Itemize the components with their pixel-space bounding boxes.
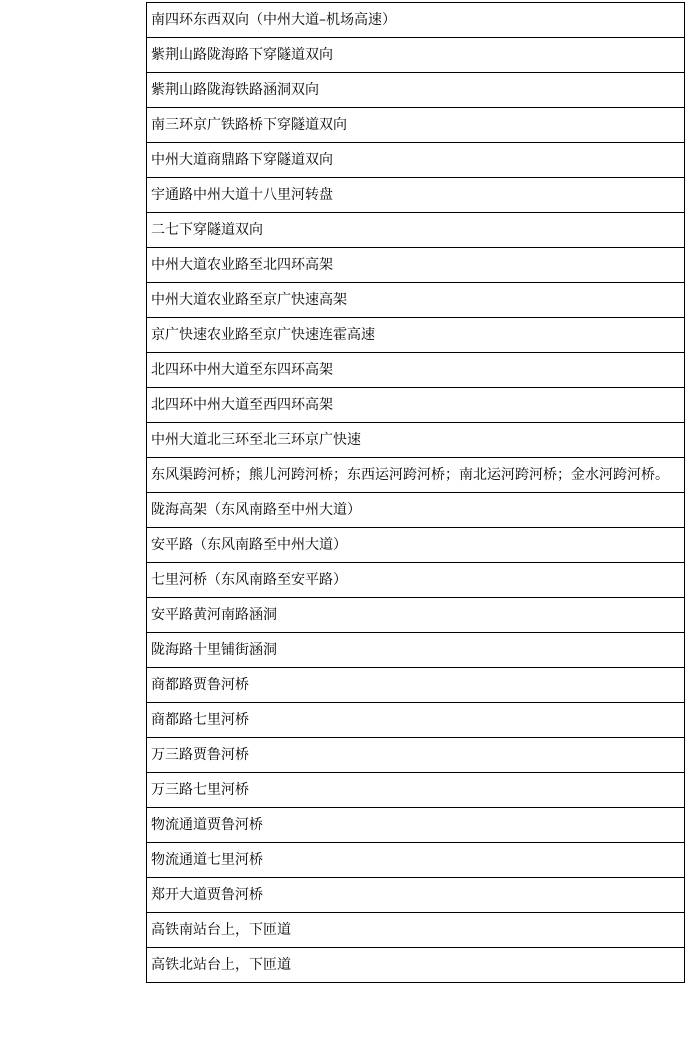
- table-row: [147, 248, 685, 283]
- table-cell: 南四环东西双向（中州大道–机场高速）: [147, 3, 685, 38]
- table-cell: 高铁南站台上，下匝道: [147, 913, 685, 948]
- table-cell: 中州大道农业路至京广快速高架: [147, 283, 685, 318]
- table-row: [147, 598, 685, 633]
- table-row: [147, 423, 685, 458]
- table-cell: 东风渠跨河桥；熊儿河跨河桥；东西运河跨河桥；南北运河跨河桥；金水河跨河桥。: [147, 458, 685, 493]
- table-row: [147, 563, 685, 598]
- table-cell: 陇海高架（东风南路至中州大道）: [147, 493, 685, 528]
- table-cell: 中州大道商鼎路下穿隧道双向: [147, 143, 685, 178]
- table-cell: 北四环中州大道至西四环高架: [147, 388, 685, 423]
- table-row: [147, 878, 685, 913]
- table-row: [147, 143, 685, 178]
- table-row: [147, 668, 685, 703]
- table-row: [147, 3, 685, 38]
- table-cell: 宇通路中州大道十八里河转盘: [147, 178, 685, 213]
- table-row: [147, 388, 685, 423]
- table-cell: 中州大道北三环至北三环京广快速: [147, 423, 685, 458]
- table-cell: 万三路七里河桥: [147, 773, 685, 808]
- table-row: [147, 178, 685, 213]
- table-row: [147, 773, 685, 808]
- table-row: [147, 353, 685, 388]
- table-cell: 二七下穿隧道双向: [147, 213, 685, 248]
- table-row: [147, 633, 685, 668]
- table-cell: 高铁北站台上，下匝道: [147, 948, 685, 983]
- location-table-body: [147, 3, 685, 983]
- table-cell: 紫荆山路陇海铁路涵洞双向: [147, 73, 685, 108]
- table-cell: 紫荆山路陇海路下穿隧道双向: [147, 38, 685, 73]
- table-row: [147, 108, 685, 143]
- table-row: [147, 948, 685, 983]
- table-cell: 郑开大道贾鲁河桥: [147, 878, 685, 913]
- table-row: [147, 283, 685, 318]
- table-row: [147, 913, 685, 948]
- table-row: [147, 808, 685, 843]
- table-cell: 北四环中州大道至东四环高架: [147, 353, 685, 388]
- table-cell: 京广快速农业路至京广快速连霍高速: [147, 318, 685, 353]
- table-row: [147, 738, 685, 773]
- table-row: [147, 528, 685, 563]
- table-row: [147, 318, 685, 353]
- table-row: [147, 38, 685, 73]
- location-table: [146, 2, 685, 983]
- table-cell: 万三路贾鲁河桥: [147, 738, 685, 773]
- table-cell: 中州大道农业路至北四环高架: [147, 248, 685, 283]
- table-row: [147, 213, 685, 248]
- table-cell: 物流通道贾鲁河桥: [147, 808, 685, 843]
- table-cell: 商都路贾鲁河桥: [147, 668, 685, 703]
- table-cell: 七里河桥（东风南路至安平路）: [147, 563, 685, 598]
- table-row: [147, 493, 685, 528]
- table-row: [147, 458, 685, 493]
- table-cell: 安平路黄河南路涵洞: [147, 598, 685, 633]
- table-row: [147, 843, 685, 878]
- table-cell: 陇海路十里铺街涵洞: [147, 633, 685, 668]
- table-row: [147, 703, 685, 738]
- table-row: [147, 73, 685, 108]
- table-cell: 物流通道七里河桥: [147, 843, 685, 878]
- table-cell: 安平路（东风南路至中州大道）: [147, 528, 685, 563]
- table-cell: 商都路七里河桥: [147, 703, 685, 738]
- table-cell: 南三环京广铁路桥下穿隧道双向: [147, 108, 685, 143]
